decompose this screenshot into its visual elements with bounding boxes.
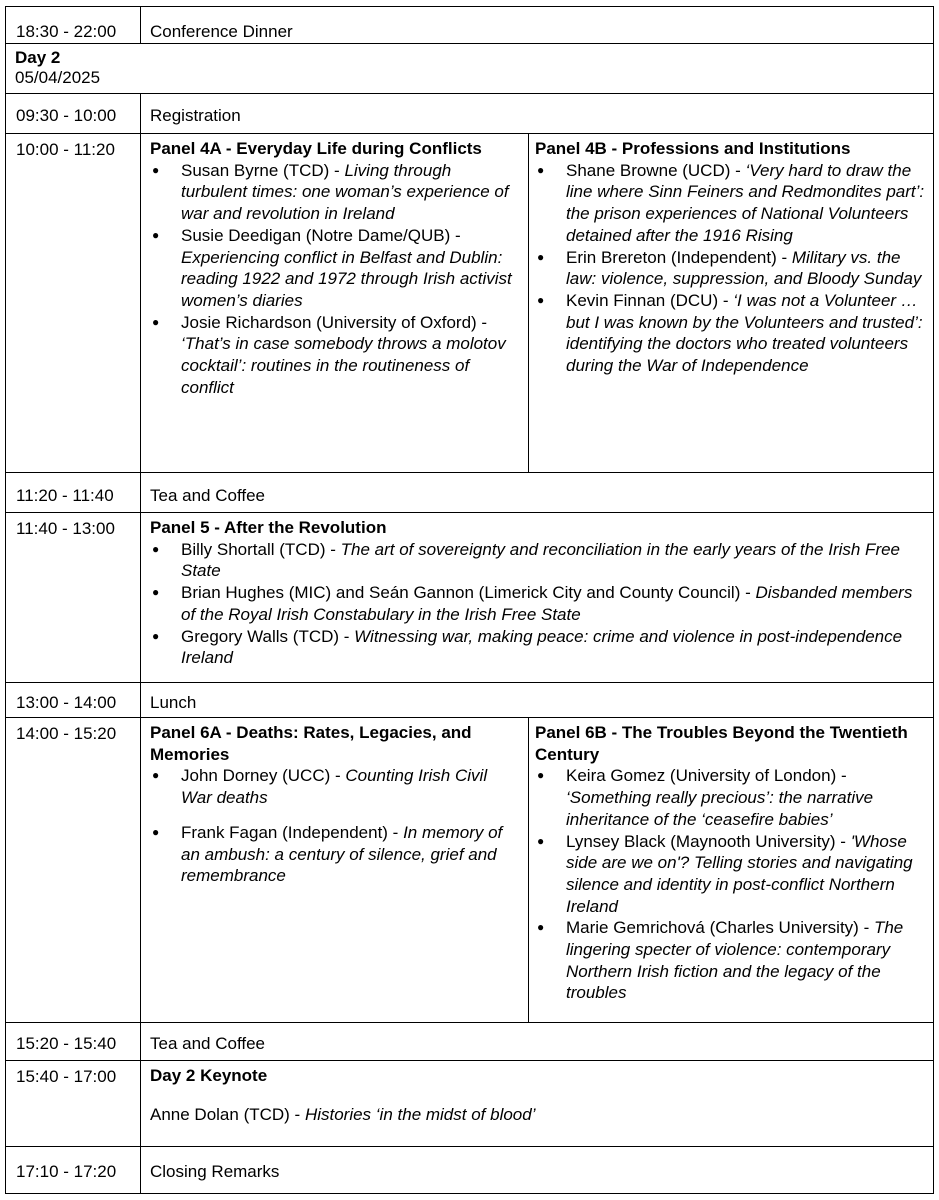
bullet-icon: ● (152, 314, 160, 329)
panel-items (535, 765, 927, 1004)
table-row (6, 134, 933, 473)
table-row (6, 683, 933, 718)
keynote-speaker: Anne Dolan (TCD) - Histories ‘in the midst of blood’ (150, 1104, 536, 1124)
list-item: ● Susie Deedigan (Notre Dame/QUB) - Experiencing conflict in Belfast and Dublin: reading 1922 and 1972 through Irish activist women’s diaries (152, 225, 512, 310)
time-cell: 18:30 - 22:00 (6, 7, 141, 43)
panel-title: Panel 6B - The Troubles Beyond the Twentieth Century (535, 723, 908, 764)
panel-title: Panel 4A - Everyday Life during Conflicts (150, 139, 482, 158)
session-title: Conference Dinner (150, 22, 293, 41)
time-cell: 15:40 - 17:00 (6, 1061, 141, 1146)
session-title: Tea and Coffee (150, 1034, 265, 1053)
bullet-icon: ● (152, 541, 160, 556)
time-cell: 11:40 - 13:00 (6, 513, 141, 682)
list-item: ● Kevin Finnan (DCU) - ‘I was not a Volunteer … but I was known by the Volunteers and trusted’: identifying the doctors who treated volunteers during the War of Independence (537, 290, 923, 376)
list-item: ● Frank Fagan (Independent) - In memory of an ambush: a century of silence, grief and remembrance (152, 822, 503, 886)
panel-items (535, 160, 927, 377)
bullet-icon: ● (152, 628, 160, 643)
time-cell: 10:00 - 11:20 (6, 134, 141, 472)
keynote-title: Day 2 Keynote (150, 1066, 268, 1085)
panel-items (150, 539, 927, 669)
panel-6a (141, 718, 529, 1022)
time-cell: 14:00 - 15:20 (6, 718, 141, 1022)
table-row (6, 718, 933, 1023)
bullet-icon: ● (537, 249, 545, 264)
session-title: Closing Remarks (150, 1162, 280, 1181)
list-item: ● Marie Gemrichová (Charles University) - The lingering specter of violence: contemporary Northern Irish fiction and the legacy of the troubles (537, 918, 904, 1003)
list-item: ● Josie Richardson (University of Oxford) - ‘That’s in case somebody throws a molotov cocktail’: routines in the routineness of conflict (152, 312, 506, 397)
session-title: Registration (150, 106, 241, 125)
table-row (6, 513, 933, 683)
bullet-icon: ● (537, 162, 545, 177)
schedule-table (5, 6, 934, 1194)
parallel-panels (141, 134, 933, 472)
bullet-icon: ● (537, 292, 545, 307)
list-item: ● Keira Gomez (University of London) - ‘Something really precious’: the narrative inheritance of the ‘ceasefire babies’ (537, 766, 874, 829)
list-item: ● Gregory Walls (TCD) - Witnessing war, making peace: crime and violence in post-independence Ireland (152, 626, 903, 668)
table-row (6, 7, 933, 44)
bullet-icon: ● (152, 227, 160, 242)
time-cell: 15:20 - 15:40 (6, 1023, 141, 1060)
bullet-icon: ● (537, 920, 545, 935)
list-item: ● Billy Shortall (TCD) - The art of sovereignty and reconciliation in the early years of the Irish Free State (152, 539, 901, 581)
bullet-icon: ● (537, 833, 545, 848)
bullet-icon: ● (152, 824, 160, 839)
time-cell: 17:10 - 17:20 (6, 1147, 141, 1193)
time-cell: 09:30 - 10:00 (6, 94, 141, 133)
bullet-icon: ● (537, 768, 545, 783)
table-row (6, 473, 933, 513)
panel-title: Panel 4B - Professions and Institutions (535, 139, 851, 158)
panel-4a (141, 134, 529, 472)
bullet-icon: ● (152, 768, 160, 783)
panel-items (150, 160, 522, 399)
day-header-row (6, 44, 933, 94)
time-cell: 11:20 - 11:40 (6, 473, 141, 512)
list-item: ● Lynsey Black (Maynooth University) - 'Whose side are we on'? Telling stories and navigating silence and identity in post-conflict Northern Ireland (537, 831, 913, 916)
panel-title: Panel 5 - After the Revolution (150, 518, 387, 537)
list-item: ● Shane Browne (UCD) - ‘Very hard to draw the line where Sinn Feiners and Redmondites part’: the prison experiences of National Volunteers detained after the 1916 Rising (537, 160, 925, 245)
list-item: ● Brian Hughes (MIC) and Seán Gannon (Limerick City and County Council) - Disbanded members of the Royal Irish Constabulary in the Irish Free State (152, 583, 913, 624)
session-title: Lunch (150, 693, 197, 712)
list-item: ● John Dorney (UCC) - Counting Irish Civil War deaths (152, 766, 488, 808)
time-cell: 13:00 - 14:00 (6, 683, 141, 717)
keynote-cell (141, 1061, 933, 1146)
list-item: ● Susan Byrne (TCD) - Living through turbulent times: one woman’s experience of war and revolution in Ireland (152, 160, 509, 224)
panel-title: Panel 6A - Deaths: Rates, Legacies, and Memories (150, 723, 472, 764)
panel-5 (141, 513, 933, 682)
panel-items (150, 765, 522, 887)
table-row (6, 1061, 933, 1147)
day-date: 05/04/2025 (15, 68, 101, 87)
table-row (6, 94, 933, 134)
panel-6b (529, 718, 933, 1022)
bullet-icon: ● (152, 585, 160, 600)
day-label: Day 2 (15, 48, 61, 67)
table-row (6, 1023, 933, 1061)
bullet-icon: ● (152, 162, 160, 177)
session-title: Tea and Coffee (150, 486, 265, 505)
list-item: ● Erin Brereton (Independent) - Military vs. the law: violence, suppression, and Bloody Sunday (537, 247, 922, 289)
table-row (6, 1147, 933, 1193)
day-header (6, 44, 933, 88)
parallel-panels (141, 718, 933, 1022)
panel-4b (529, 134, 933, 472)
